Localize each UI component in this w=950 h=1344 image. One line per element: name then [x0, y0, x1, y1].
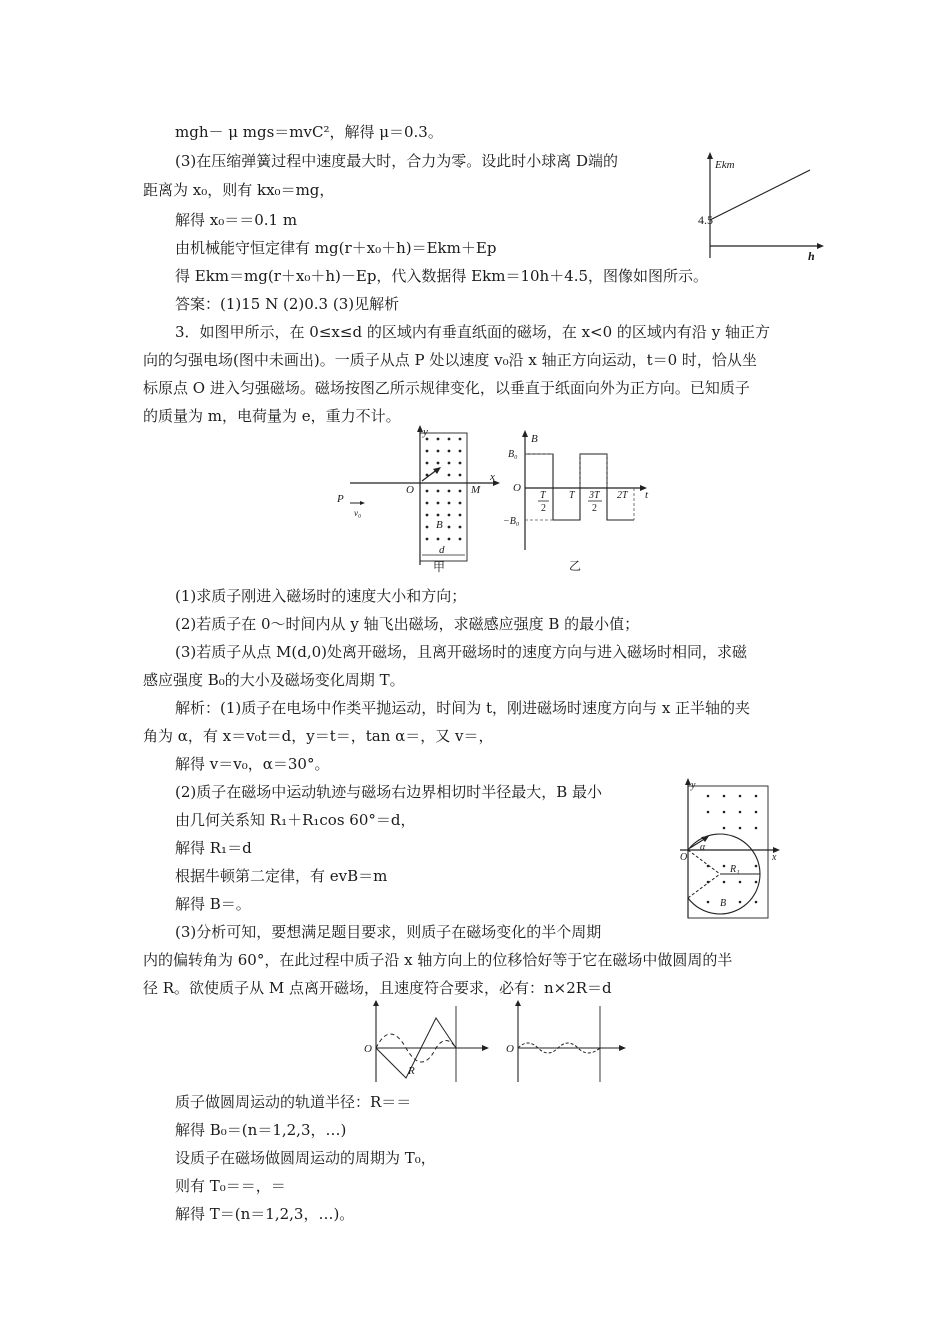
alpha-label: α — [700, 842, 706, 853]
caption-yi: 乙 — [569, 559, 582, 573]
tick-t-over-2-num: T — [540, 490, 546, 501]
x-label: x — [490, 471, 495, 483]
caption-jia: 甲 — [433, 560, 446, 574]
solution-line: 角为 α，有 x＝v₀t＝d，y＝t＝，tan α＝，又 v＝， — [143, 727, 494, 745]
problem-line: 的质量为 m，电荷量为 e，重力不计。 — [143, 407, 401, 425]
x-arrow-icon — [817, 243, 824, 249]
h-label: h — [808, 249, 815, 263]
figure-yi — [505, 430, 665, 575]
origin-label-right: O — [506, 1043, 514, 1055]
text-line: (3)在压缩弹簧过程中速度最大时，合力为零。设此时小球离 D端的 — [175, 152, 619, 170]
b-arrow-icon — [522, 430, 528, 437]
p-label: P — [337, 493, 344, 505]
v0-arrow-head-icon — [360, 501, 365, 505]
solution-line: 解得 B₀＝(n＝1,2,3，…) — [175, 1121, 347, 1139]
figure-waves — [360, 998, 630, 1086]
tick-2t: 2T — [617, 490, 628, 501]
y-label: y — [691, 780, 696, 791]
solution-line: 解得 B＝。 — [175, 895, 251, 913]
radius-line-2 — [688, 874, 720, 898]
solution-line: 解析：(1)质子在电场中作类平抛运动，时间为 t，刚进磁场时速度方向与 x 正半轴的夹 — [175, 699, 751, 717]
question-3-cont: 感应强度 B₀的大小及磁场变化周期 T。 — [143, 671, 405, 689]
solution-line: 根据牛顿第二定律，有 evB＝m — [175, 867, 388, 885]
solution-line: 质子做圆周运动的轨道半径：R＝＝ — [175, 1093, 412, 1111]
solution-line: 则有 T₀＝＝，＝ — [175, 1177, 286, 1195]
text-line: 由机械能守恒定律有 mg(r＋x₀＋h)＝Ekm＋Ep — [175, 239, 497, 257]
ekm-h-graph — [700, 150, 830, 265]
solution-line: 解得 T＝(n＝1,2,3，…)。 — [175, 1205, 355, 1223]
solution-line: 解得 v＝v₀，α＝30°。 — [175, 755, 330, 773]
origin-label: O — [513, 482, 521, 494]
y-arrow-icon — [707, 152, 713, 159]
origin-label: O — [406, 484, 414, 496]
x-label: x — [772, 852, 777, 863]
solution-line: 设质子在磁场做圆周运动的周期为 T₀， — [175, 1149, 436, 1167]
question-2: (2)若质子在 0～时间内从 y 轴飞出磁场，求磁感应强度 B 的最小值； — [175, 615, 640, 633]
r-label: R — [408, 1065, 415, 1077]
y-label: y — [423, 426, 428, 438]
text-line: 解得 x₀＝＝0.1 m — [175, 211, 298, 229]
intercept-label: 4.5 — [698, 213, 713, 227]
y-arrow-right-icon — [515, 1000, 521, 1006]
solution-line: 由几何关系知 R₁＋R₁cos 60°＝d， — [175, 811, 416, 829]
tick-3t-over-2-num: 3T — [589, 490, 600, 501]
figure-jia — [330, 425, 505, 575]
text-line: 距离为 x₀，则有 kx₀＝mg， — [143, 181, 335, 199]
text-line: mgh－ μ mgs＝mvC²，解得 μ＝0.3。 — [175, 123, 443, 141]
tick-t-over-2-den: 2 — [541, 503, 546, 514]
origin-label-left: O — [364, 1043, 372, 1055]
b-label: B — [436, 519, 443, 531]
x-arrow-left-icon — [482, 1045, 489, 1051]
problem-line: 标原点 O 进入匀强磁场。磁场按图乙所示规律变化，以垂直于纸面向外为正方向。已知质子 — [143, 379, 750, 397]
negb0-label: −B₀ — [503, 516, 520, 527]
v0-label: v₀ — [354, 508, 362, 518]
m-label: M — [471, 484, 481, 496]
problem-line: 向的匀强电场(图中未画出)。一质子从点 P 处以速度 v₀沿 x 轴正方向运动，t＝0 时，恰从坐 — [143, 351, 757, 369]
tick-t: T — [569, 490, 575, 501]
solution-line: 解得 R₁＝d — [175, 839, 252, 857]
problem-line: 3．如图甲所示，在 0≤x≤d 的区域内有垂直纸面的磁场，在 x<0 的区域内有沿 y 轴正方 — [175, 323, 770, 341]
solution-line: (2)质子在磁场中运动轨迹与磁场右边界相切时半径最大，B 最小 — [175, 783, 603, 801]
solution-line: 内的偏转角为 60°，在此过程中质子沿 x 轴方向上的位移恰好等于它在磁场中做圆周的半 — [143, 951, 733, 969]
b-label: B — [720, 898, 727, 909]
tick-3t-over-2-den: 2 — [592, 503, 597, 514]
b-label: B — [531, 433, 538, 445]
b0-label: B₀ — [508, 449, 518, 460]
y-arrow-left-icon — [373, 1000, 379, 1006]
text-line: 得 Ekm＝mg(r＋x₀＋h)－Ep，代入数据得 Ekm＝10h＋4.5，图像如图所示。 — [175, 267, 709, 285]
answer-line: 答案：(1)15 N (2)0.3 (3)见解析 — [175, 295, 400, 313]
r1-label: R₁ — [730, 864, 740, 875]
t-axis-label: t — [645, 489, 649, 501]
ekm-label: Ekm — [715, 159, 735, 171]
radius-line — [688, 850, 720, 874]
question-1: (1)求质子刚进入磁场时的速度大小和方向； — [175, 587, 467, 605]
field-dots — [426, 438, 462, 541]
question-3: (3)若质子从点 M(d,0)处离开磁场，且离开磁场时的速度方向与进入磁场时相同，求磁 — [175, 643, 747, 661]
solution-line: (3)分析可知，要想满足题目要求，则质子在磁场变化的半个周期 — [175, 923, 602, 941]
figure-r1-trajectory — [680, 778, 785, 923]
d-label: d — [439, 544, 445, 556]
x-arrow-right-icon — [619, 1045, 626, 1051]
velocity-arrow-head-icon — [433, 467, 441, 474]
solution-line: 径 R。欲使质子从 M 点离开磁场，且速度符合要求，必有：n×2R＝d — [143, 979, 612, 997]
origin-label: O — [680, 852, 688, 863]
field-dots — [707, 795, 758, 904]
ekm-line — [710, 170, 810, 220]
